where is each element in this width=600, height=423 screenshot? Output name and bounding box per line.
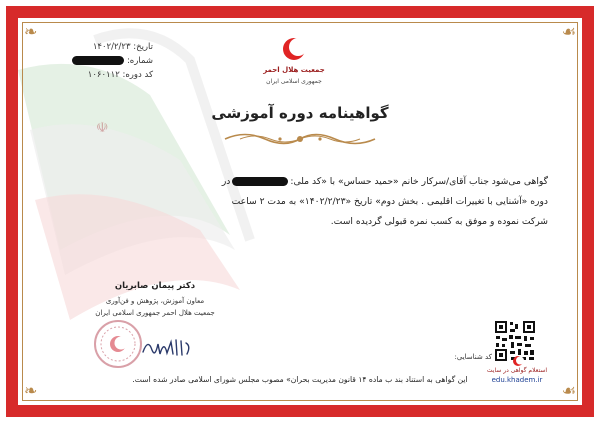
- redacted-number: [72, 56, 124, 65]
- corner-ornament-icon: ❧: [24, 22, 38, 41]
- signatory-name: دکتر پیمان صابریان: [114, 281, 196, 291]
- number-line: [58, 56, 153, 66]
- body-line-1: [222, 176, 548, 187]
- verification-logo-icon: [512, 355, 524, 367]
- svg-text:☫: ☫: [96, 120, 109, 136]
- course-code-line: [58, 70, 153, 80]
- number-label: شماره:: [126, 56, 153, 66]
- signatory-role-1: معاون آموزش، پژوهش و فن‌آوری: [105, 297, 205, 305]
- official-seal-icon: [92, 318, 144, 370]
- logo-org-country: جمهوری اسلامی ایران: [266, 78, 322, 85]
- verification-label: کد شناسایی:: [454, 353, 492, 361]
- body-line-1-text: گواهی می‌شود جناب آقای/سرکار خانم «حمید حساس» با «کد ملی:: [290, 176, 548, 187]
- redacted-national-code: [232, 177, 288, 186]
- date-line: [58, 42, 153, 52]
- corner-ornament-icon: ☙: [561, 22, 576, 41]
- corner-ornament-icon: ☙: [561, 381, 576, 400]
- body-line-3: شرکت نموده و موفق به کسب نمره قبولی گردیده است.: [330, 216, 548, 227]
- course-code-value: ۱۰۶۰۱۱۲: [87, 70, 120, 80]
- corner-ornament-icon: ❧: [24, 381, 38, 400]
- body-line-2: دوره «آشنایی با تغییرات اقلیمی . بخش دوم» تاریخ «۱۴۰۲/۲/۲۳» به مدت ۲ ساعت: [231, 196, 548, 207]
- course-code-label: کد دوره:: [122, 70, 153, 80]
- title-ornament-icon: [220, 128, 380, 150]
- red-crescent-logo-icon: [280, 35, 308, 63]
- verification-website[interactable]: edu.khadem.ir: [491, 376, 543, 384]
- date-value: ۱۴۰۲/۲/۲۳: [92, 42, 131, 52]
- body-line-1-end: در: [221, 176, 231, 187]
- logo-org-name: جمعیت هلال احمر: [263, 66, 325, 74]
- legal-footer: این گواهی به استناد بند ب ماده ۱۴ قانون مدیریت بحران» مصوب مجلس شورای اسلامی صادر شده است.: [132, 375, 468, 384]
- date-label: تاریخ:: [133, 42, 153, 52]
- signature-icon: [140, 334, 194, 360]
- certificate-title: گواهینامه دوره آموزشی: [211, 104, 389, 122]
- verification-caption: استعلام گواهی در سایت: [486, 367, 548, 374]
- signatory-role-2: جمعیت هلال احمر جمهوری اسلامی ایران: [95, 309, 215, 317]
